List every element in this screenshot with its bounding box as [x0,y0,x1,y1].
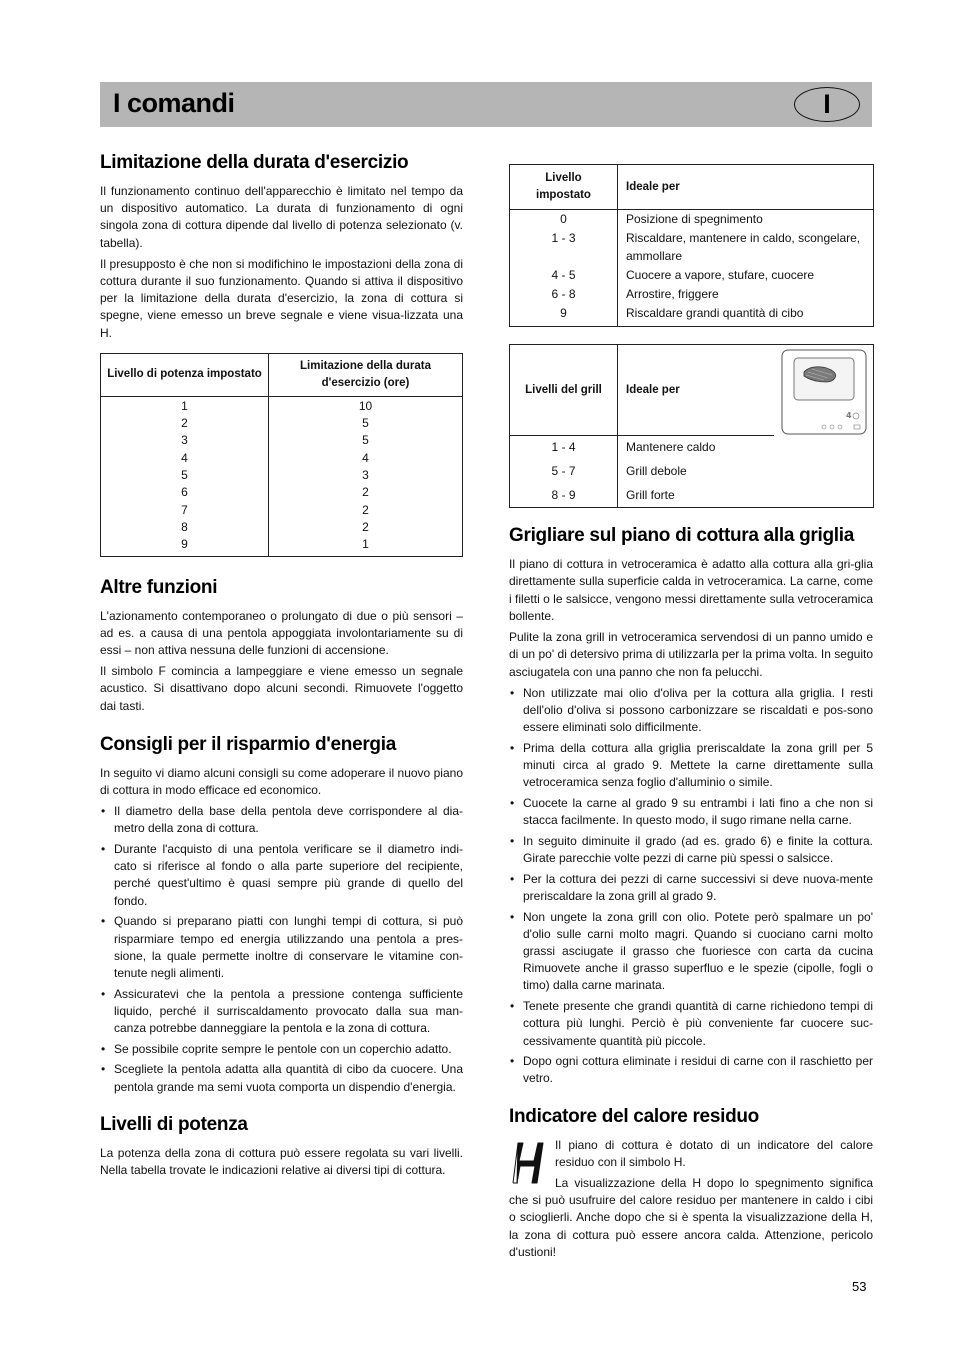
paragraph: Il simbolo F comincia a lampeggiare e viene emesso un segnale acustico. Si disattivano dopo alcuni secondi. Rimuovete l'oggetto dai tasti. [100,664,463,713]
section-grilling [509,525,873,1087]
bullet-list [100,803,463,1096]
table-cell: 9 [510,304,618,326]
table-row [510,436,874,460]
right-column [509,164,873,1265]
table-cell: Mantenere caldo [626,440,716,455]
table-cell: 6 - 8 [510,285,618,304]
list-item: • Non ungete la zona grill con olio. Potete però spalmare un po' d'olio sulle carni molto magri. Quando si cuociano carni molto grassi asciugate il grasso che fuoriesce con carta da cucina Rimuovete anche il grasso superfluo e le spezie (cipolle, fogli o timo) dalla carne marinata. [509,909,873,995]
paragraph: Il funzionamento continuo dell'apparecchio è limitato nel tempo da un dispositivo automatico. La durata di funzionamento di ogni singola zona di cottura dipende dal livello di potenza selezionato (v. tabella). [100,184,463,250]
paragraph: L'azionamento contemporaneo o prolungato di due o più sensori – ad es. a causa di una pentola appoggiata involontariamente su di essi – non attiva nessuna delle funzioni di accensione. [100,608,463,657]
table-row [510,285,874,304]
section-heading: Altre funzioni [100,576,218,598]
page-number: 53 [852,1279,867,1294]
section-heading: Livelli di potenza [100,1113,248,1135]
table-cell: Riscaldare, mantenere in caldo, scongelare, ammollare [626,231,861,263]
list-item: • Assicuratevi che la pentola a pressione contenga sufficiente liquido, perché il surriscaldamento provocato dalla sua man-canza potrebbe danneggiare la pentola e la zona di cottura. [100,986,463,1038]
table-cell: Arrostire, friggere [626,287,719,302]
table-cell: 5 [101,467,269,484]
table-cell: 1 - 4 [510,436,618,460]
table-cell: Cuocere a vapore, stufare, cuocere [626,267,815,282]
paragraph: Il presupposto è che non si modifichino le impostazioni della zona di cottura durante il suo funzionamento. Quando si attiva il dispositivo per la limitazione della durata d'esercizio, la zona di cottura si spegne, viene emesso un breve segnale e viene visua-lizzata una H. [100,256,463,340]
table-row [101,536,463,556]
table-row [510,266,874,285]
table-row [510,459,874,483]
list-item: • Tenete presente che grandi quantità di carne richiedono tempi di cottura più lunghi. Perciò è più conveniente far cuocere suc-cessivamente quantità più piccole. [509,998,873,1050]
section-other-functions [100,577,463,715]
table-cell: Grill forte [626,488,675,503]
section-heading: Consigli per il risparmio d'energia [100,733,396,755]
list-item: • Se possibile coprite sempre le pentole con un coperchio adatto. [100,1041,463,1058]
table-header: Livello di potenza impostato [101,353,269,396]
table-cell: 2 [362,519,369,534]
bullet-list [509,685,873,1088]
table-row [101,484,463,501]
section-heading: Limitazione della durata d'esercizio [100,152,409,173]
section-duration-limit [100,152,463,557]
residual-heat-h-icon [509,1139,549,1189]
paragraph: Pulite la zona grill in vetroceramica servendosi di un panno umido e di un po' di detersivo prima di utilizzarla per la prima volta. In seguito asciugatela con una panno che non fa pelucchi. [509,630,873,679]
table-cell: 0 [510,210,618,230]
table-cell: 9 [101,536,269,556]
list-item: • Quando si preparano piatti con lunghi tempi di cottura, si può risparmiare tempo ed energia utilizzando una pentola a pres-sione, la quale permette inoltre di conservare le vitamine con-tenute negli alimenti. [100,913,463,982]
table-row [101,450,463,467]
table-row [101,432,463,449]
list-item: • Prima della cottura alla griglia preriscaldate la zona grill per 5 minuti circa al grado 9. Mettete la carne direttamente sulla vetroceramica senza foglio d'alluminio o simile. [509,740,873,792]
table-cell: 5 [362,416,369,431]
table-cell: 4 [101,450,269,467]
table-cell: 10 [358,398,373,413]
list-item: • Scegliete la pentola adatta alla quantità di cibo da cuocere. Una pentola grande ma semi vuota comporta un dispendio d'energia. [100,1061,463,1095]
list-item: • Il diametro della base della pentola deve corrispondere al dia-metro della zona di cottura. [100,803,463,837]
table-cell: 8 - 9 [510,483,618,508]
table-cell: 5 [362,433,369,448]
table-row [510,229,874,266]
table-cell: 4 - 5 [510,266,618,285]
svg-text:4: 4 [845,410,852,420]
table-header: Livelli del grill [510,344,618,436]
paragraph: Il piano di cottura in vetroceramica è adatto alla cottura alla gri-glia direttamente sulla superficie calda in vetroceramica. La carne, come i filetti o le salsicce, vengono messi direttamente sulla vetroceramica bollente. [509,557,873,623]
table-cell: Riscaldare grandi quantità di cibo [626,306,804,321]
table-cell: 5 - 7 [510,459,618,483]
duration-table [100,353,463,557]
table-cell: Posizione di spegnimento [626,212,763,226]
table-cell: 2 [362,502,369,517]
table-header: Livello impostato [510,165,618,210]
paragraph: La potenza della zona di cottura può essere regolata su vari livelli. Nella tabella trovate le indicazioni relative ai diversi tipi di cottura. [100,1145,463,1178]
table-cell: 1 [362,537,369,552]
list-item: • Cuocete la carne al grado 9 su entrambi i lati fino a che non si stacca facilmente. In questo modo, il sugo rimane nella carne. [509,795,873,829]
paragraph: Il piano di cottura è dotato di un indicatore del calore residuo con il simbolo H. [555,1137,873,1169]
section-energy-saving [100,734,463,1096]
table-cell: 8 [101,519,269,536]
table-cell: 3 [362,468,369,483]
page-title: I comandi [113,88,235,118]
table-row [101,396,463,415]
table-header: Limitazione della durata d'esercizio (ore) [269,353,463,396]
table-row [510,483,874,508]
table-cell: 2 [362,485,369,500]
paragraph: In seguito vi diamo alcuni consigli su come adoperare il nuovo piano di cottura in modo efficace ed economico. [100,765,463,797]
table-row [101,502,463,519]
list-item: • Dopo ogni cottura eliminate i residui di carne con il raschietto per vetro. [509,1053,873,1087]
list-item: • In seguito diminuite il grado (ad es. grado 6) e finite la cottura. Girate parecchie volte pezzi di carne più spessi o salsicce. [509,833,873,867]
list-item: • Non utilizzate mai olio d'oliva per la cottura alla griglia. I resti dell'olio d'oliva si possono carbonizzare se riscaldati e pos-sono essere eliminati solo difficilmente. [509,685,873,737]
table-cell: 7 [101,502,269,519]
table-cell: 1 - 3 [510,229,618,266]
list-item: • Durante l'acquisto di una pentola verificare se il diametro indi-cato si riferisce al fondo o alla parte superiore del recipiente, perché quest'ultimo è quasi sempre più grande di quello del fondo. [100,841,463,910]
header-bar [100,82,872,127]
table-header: Ideale per [618,165,874,210]
list-item: • Per la cottura dei pezzi di carne successivi si deve nuova-mente preriscaldare la zona grill al grado 9. [509,871,873,905]
section-heading: Grigliare sul piano di cottura alla griglia [509,525,855,547]
table-row [510,210,874,230]
grill-hob-icon [780,348,868,436]
table-cell: 1 [101,396,269,415]
table-row [101,519,463,536]
power-level-table [509,164,874,327]
table-row [101,467,463,484]
grill-level-table [509,344,874,509]
table-cell: 2 [101,415,269,432]
paragraph: La visualizzazione della H dopo lo spegnimento significa che si può usufruire del calore residuo per mantenere in caldo i cibi o scioglierli. Anche dopo che si è spenta la visualizzazione della H, la zona di cottura può essere ancora calda. Attenzione, pericolo d'ustioni! [509,1176,873,1259]
left-column [100,152,463,1183]
section-power-levels [100,1114,463,1179]
language-badge: I [794,87,860,122]
section-heading: Indicatore del calore residuo [509,1105,759,1127]
section-residual-heat [509,1106,873,1261]
grill-illustration-cell [774,344,874,436]
table-header: Ideale per [618,344,775,436]
table-cell: 4 [362,450,369,465]
table-cell: Grill debole [626,464,687,479]
table-row [101,415,463,432]
table-cell: 6 [101,484,269,501]
table-cell: 3 [101,432,269,449]
table-row [510,304,874,326]
